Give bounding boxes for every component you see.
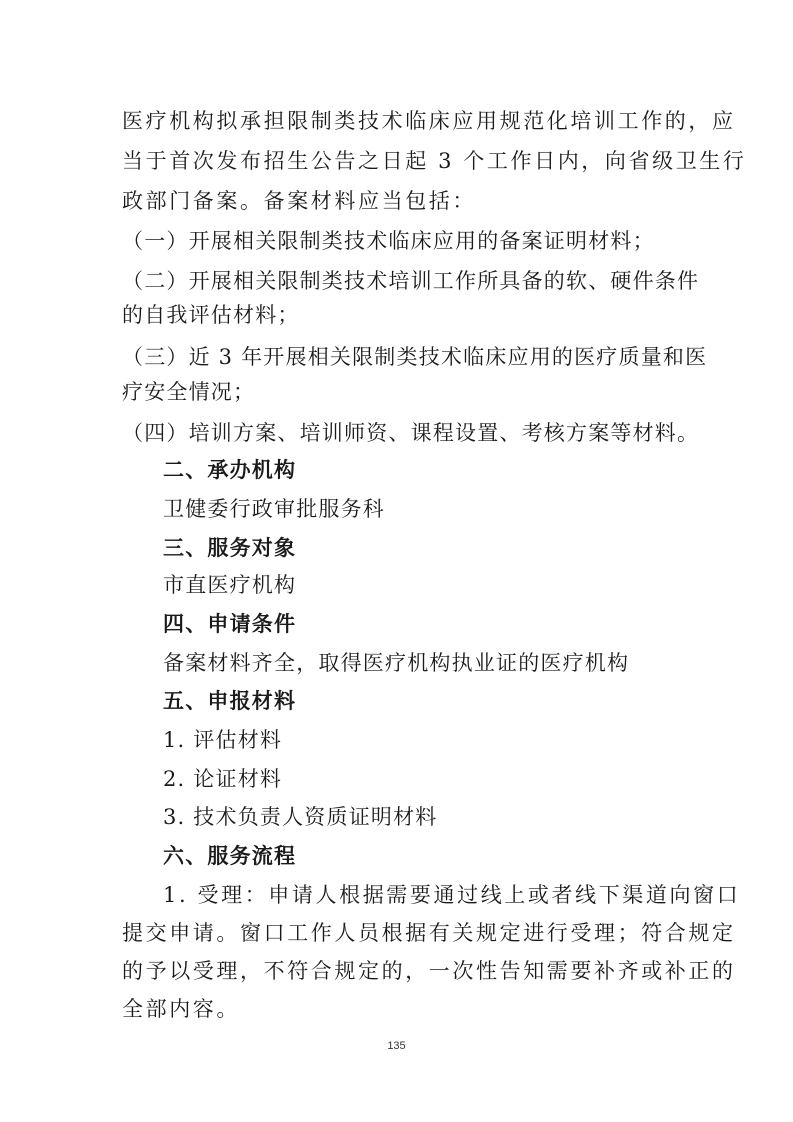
list-item-1: （一）开展相关限制类技术临床应用的备案证明材料； [122,229,655,253]
section-heading-2: 二、承办机构 [163,458,297,482]
process-line-1: 1. 受理：申请人根据需要通过线上或者线下渠道向窗口 [163,883,741,907]
section-heading-4: 四、申请条件 [163,612,297,636]
section-heading-6: 六、服务流程 [163,844,297,868]
list-item-2b: 的自我评估材料； [122,303,300,327]
list-item-3a: （三）近 3 年开展相关限制类技术临床应用的医疗质量和医 [122,345,708,369]
section-heading-3: 三、服务对象 [163,536,297,560]
process-line-3: 的予以受理，不符合规定的，一次性告知需要补齐或补正的 [122,959,736,983]
section-text-2: 卫健委行政审批服务科 [163,497,385,521]
intro-line-1: 医疗机构拟承担限制类技术临床应用规范化培训工作的，应 [122,109,736,133]
process-line-2: 提交申请。窗口工作人员根据有关规定进行受理；符合规定 [122,921,736,945]
list-item-4: （四）培训方案、培训师资、课程设置、考核方案等材料。 [122,421,700,445]
process-line-4: 全部内容。 [122,997,240,1021]
section-text-3: 市直医疗机构 [163,573,297,597]
material-item-2: 2. 论证材料 [163,767,283,791]
section-text-4: 备案材料齐全，取得医疗机构执业证的医疗机构 [163,651,630,675]
page-number: 135 [387,1040,406,1052]
intro-line-2: 当于首次发布招生公告之日起 3 个工作日内，向省级卫生行 [122,149,747,173]
list-item-2a: （二）开展相关限制类技术培训工作所具备的软、硬件条件 [122,269,700,293]
list-item-3b: 疗安全情况； [122,380,256,404]
intro-line-3: 政部门备案。备案材料应当包括： [122,189,476,213]
material-item-3: 3. 技术负责人资质证明材料 [163,805,438,829]
section-heading-5: 五、申报材料 [163,689,297,713]
material-item-1: 1. 评估材料 [163,728,283,752]
